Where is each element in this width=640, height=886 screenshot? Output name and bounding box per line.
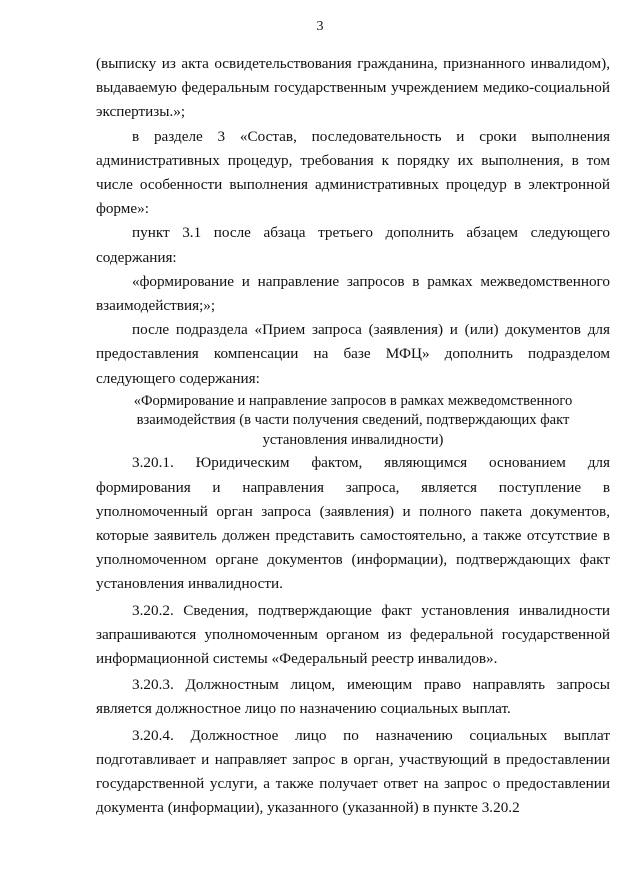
item-3-20-1: 3.20.1. Юридическим фактом, являющимся основанием для формирования и направления запроса, является поступление в уполномоченный орган запроса (заявления) и полного пакета документов, которые заявитель должен представить самостоятельно, а также отсутствие в уполномоченном органе документов (информации), подтверждающих факт установления инвалидности. — [96, 454, 610, 593]
paragraph-point-3-1: пункт 3.1 после абзаца третьего дополнить абзацем следующего содержания: — [96, 224, 610, 266]
paragraph-section-3: в разделе 3 «Состав, последовательность и сроки выполнения административных процедур, требования к порядку их выполнения, в том числе особенности выполнения административных процедур в электронной форме»: — [96, 127, 610, 218]
document-body — [96, 52, 610, 820]
page-number: 3 — [316, 19, 324, 34]
paragraph-quote: «формирование и направление запросов в рамках межведомственного взаимодействия;»; — [96, 272, 610, 315]
paragraph-continuation: (выписку из акта освидетельствования гражданина, признанного инвалидом), выдаваемую федеральным государственным учреждением медико-социальной экспертизы.»; — [96, 55, 610, 121]
subsection-heading: «Формирование и направление запросов в рамках межведомственного взаимодействия (в части получения сведений, подтверждающих факт установления инвалидности) — [133, 392, 573, 448]
paragraph-subsection: после подраздела «Прием запроса (заявления) и (или) документов для предоставления компенсации на базе МФЦ» дополнить подразделом следующего содержания: — [96, 321, 610, 387]
item-3-20-3: 3.20.3. Должностным лицом, имеющим право направлять запросы является должностное лицо по назначению социальных выплат. — [96, 676, 610, 718]
item-3-20-2: 3.20.2. Сведения, подтверждающие факт установления инвалидности запрашиваются уполномоченным органом из федеральной государственной информационной системы «Федеральный реестр инвалидов». — [96, 601, 610, 667]
item-3-20-4: 3.20.4. Должностное лицо по назначению социальных выплат подготавливает и направляет запрос в орган, участвующий в предоставлении государственной услуги, а также получает ответ на запрос о предоставлении документа (информации), указанного (указанной) в пункте 3.20.2 — [96, 726, 610, 817]
